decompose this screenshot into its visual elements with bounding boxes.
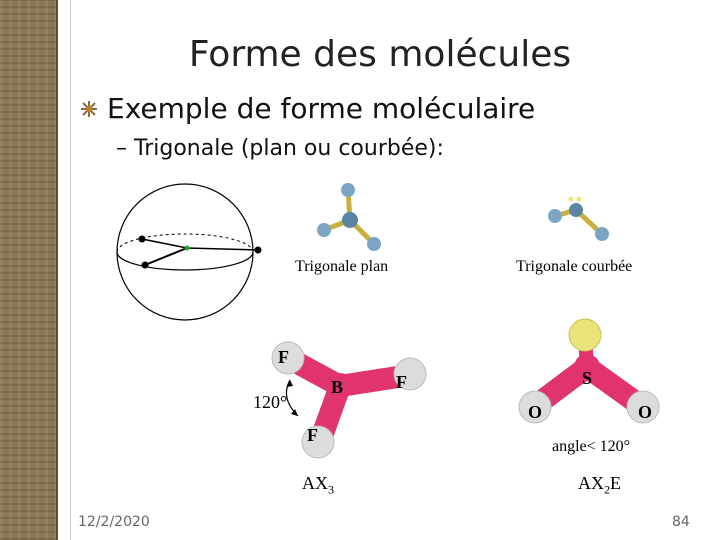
sphere-point-2	[142, 262, 149, 269]
bf3-atom-b: B	[331, 377, 344, 397]
slide-title: Forme des molécules	[188, 34, 572, 75]
bf3-formula: $AX_3$	[302, 473, 334, 497]
sphere-point-1	[139, 236, 146, 243]
decorative-side-strip	[0, 0, 56, 540]
strip-border	[56, 0, 58, 540]
sphere-diagram	[110, 182, 280, 332]
bf3-model	[262, 338, 442, 460]
bullet-level-2: – Trigonale (plan ou courbée):	[116, 136, 444, 161]
so2-formula: $AX_2E$	[578, 473, 621, 497]
bf3-atom-f-top: F	[278, 347, 289, 367]
so2-angle-label: angle< 120°	[552, 438, 631, 455]
slide-date: 12/2/2020	[78, 514, 150, 530]
bf3-atom-f-bottom: F	[307, 425, 318, 445]
sphere-center-point	[185, 246, 190, 251]
so2-atom-o-right: O	[638, 402, 653, 422]
sphere-point-3	[255, 247, 262, 254]
trigonal-bent-model	[540, 190, 620, 250]
trigonal-plan-label: Trigonale plan	[295, 258, 389, 275]
trigonal-bent-label: Trigonale courbée	[516, 258, 633, 275]
bf3-angle-label: 120°	[253, 392, 288, 412]
bullet-level-1-text: Exemple de forme moléculaire	[107, 92, 536, 125]
slide-page-number: 84	[672, 514, 690, 530]
trigonal-plan-model	[300, 180, 400, 260]
so2-atom-o-left: O	[528, 402, 543, 422]
bullet-star-icon	[80, 100, 98, 118]
so2-atom-s: S	[582, 368, 593, 388]
bf3-atom-f-right: F	[396, 372, 407, 392]
